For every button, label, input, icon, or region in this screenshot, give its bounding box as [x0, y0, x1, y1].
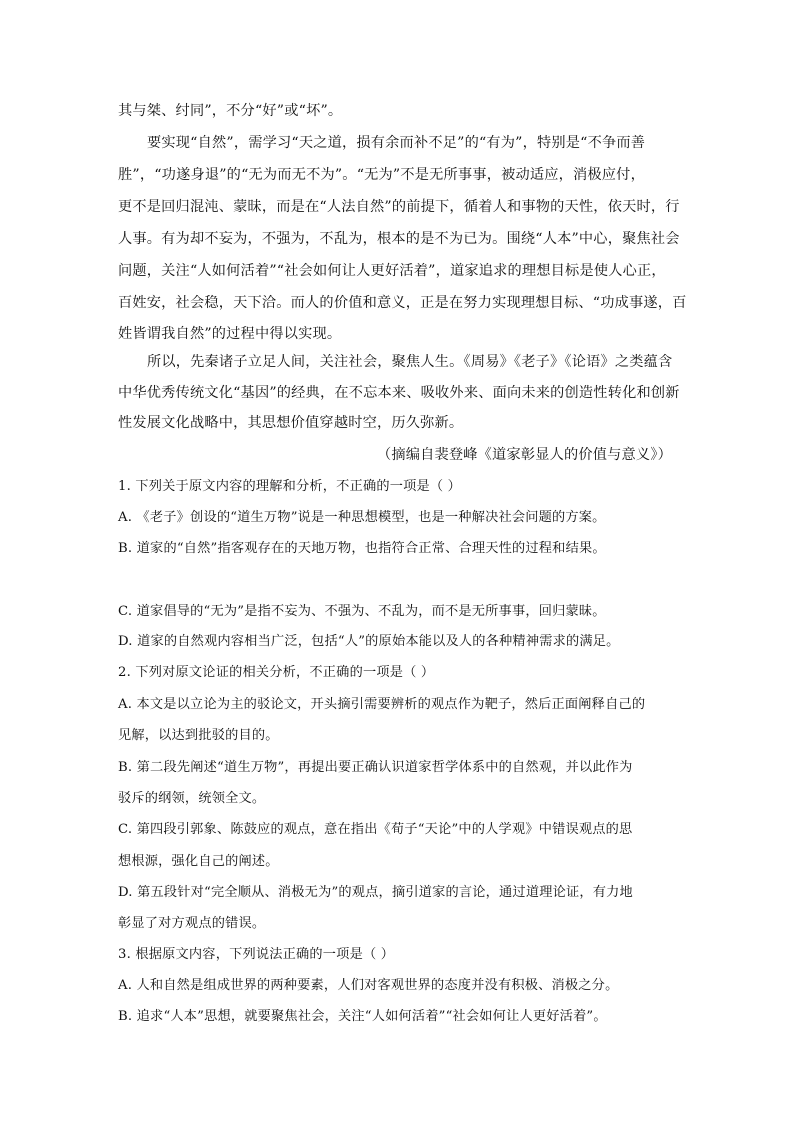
passage-line: 要实现“自然”，需学习“天之道，损有余而补不足”的“有为”，特别是“不争而善	[147, 135, 646, 151]
question-2-stem: 2. 下列对原文论证的相关分析，不正确的一项是（ ）	[118, 665, 435, 680]
passage-line: 所以，先秦诸子立足人间，关注社会，聚焦人生。《周易》《老子》《论语》之类蕴含	[147, 354, 673, 370]
question-2-option-a: A. 本文是以立论为主的驳论文，开头摘引需要辨析的观点作为靶子，然后正面阐释自己的	[118, 697, 646, 712]
question-2-option-c-cont: 想根源，强化自己的阐述。	[118, 854, 279, 869]
question-2-option-a-cont: 见解，以达到批驳的目的。	[118, 728, 279, 743]
question-1-option-d: D. 道家的自然观内容相当广泛，包括“人”的原始本能以及人的各种精神需求的满足。	[118, 634, 620, 649]
passage-line: 更不是回归混沌、蒙昧，而是在“人法自然”的前提下，循着人和事物的天性，依天时，行	[118, 199, 680, 215]
question-3-option-a: A. 人和自然是组成世界的两种要素，人们对客观世界的态度并没有积极、消极之分。	[118, 978, 619, 993]
source-citation: （摘编自裴登峰《道家彰显人的价值与意义》）	[376, 447, 672, 463]
passage-line: 人事。有为却不妄为，不强为，不乱为，根本的是不为已为。围绕“人本”中心，聚焦社会	[118, 231, 680, 247]
question-2-option-c: C. 第四段引郭象、陈鼓应的观点，意在指出《荀子“天论”中的人学观》中错误观点的思	[118, 822, 633, 837]
passage-line: 问题，关注“人如何活着”“社会如何让人更好活着”，道家追求的理想目标是使人心正，	[118, 263, 666, 279]
question-1-option-b: B. 道家的“自然”指客观存在的天地万物，也指符合正常、合理天性的过程和结果。	[118, 541, 606, 556]
passage-line: 姓皆谓我自然”的过程中得以实现。	[118, 326, 342, 342]
question-3-option-b: B. 追求“人本”思想，就要聚焦社会，关注“人如何活着”“社会如何让人更好活着”。	[118, 1009, 607, 1024]
passage-line: 百姓安，社会稳，天下洽。而人的价值和意义，正是在努力实现理想目标、“功成事遂，百	[118, 295, 687, 311]
question-3-stem: 3. 根据原文内容，下列说法正确的一项是（ ）	[118, 947, 395, 962]
passage-line: 中华优秀传统文化“基因”的经典，在不忘本来、吸收外来、面向未来的创造性转化和创新	[118, 385, 680, 401]
question-2-option-b-cont: 驳斥的纲领，统领全文。	[118, 791, 266, 806]
passage-line: 性发展文化战略中，其思想价值穿越时空，历久弥新。	[118, 415, 464, 431]
question-2-option-b: B. 第二段先阐述“道生万物”，再提出要正确认识道家哲学体系中的自然观，并以此作为	[118, 760, 633, 775]
passage-line: 其与桀、纣同”，不分“好”或“坏”。	[118, 103, 343, 119]
passage-line: 胜”，“功遂身退”的“无为而无不为”。“无为”不是无所事事，被动适应，消极应付，	[118, 167, 645, 183]
question-1-option-c: C. 道家倡导的“无为”是指不妄为、不强为、不乱为，而不是无所事事，回归蒙昧。	[118, 604, 606, 619]
question-2-option-d-cont: 彰显了对方观点的错误。	[118, 916, 266, 931]
question-2-option-d: D. 第五段针对“完全顺从、消极无为”的观点，摘引道家的言论，通过道理论证，有力地	[118, 885, 633, 900]
question-1-stem: 1. 下列关于原文内容的理解和分析，不正确的一项是（ ）	[118, 479, 462, 494]
question-1-option-a: A. 《老子》创设的“道生万物”说是一种思想模型，也是一种解决社会问题的方案。	[118, 510, 606, 525]
